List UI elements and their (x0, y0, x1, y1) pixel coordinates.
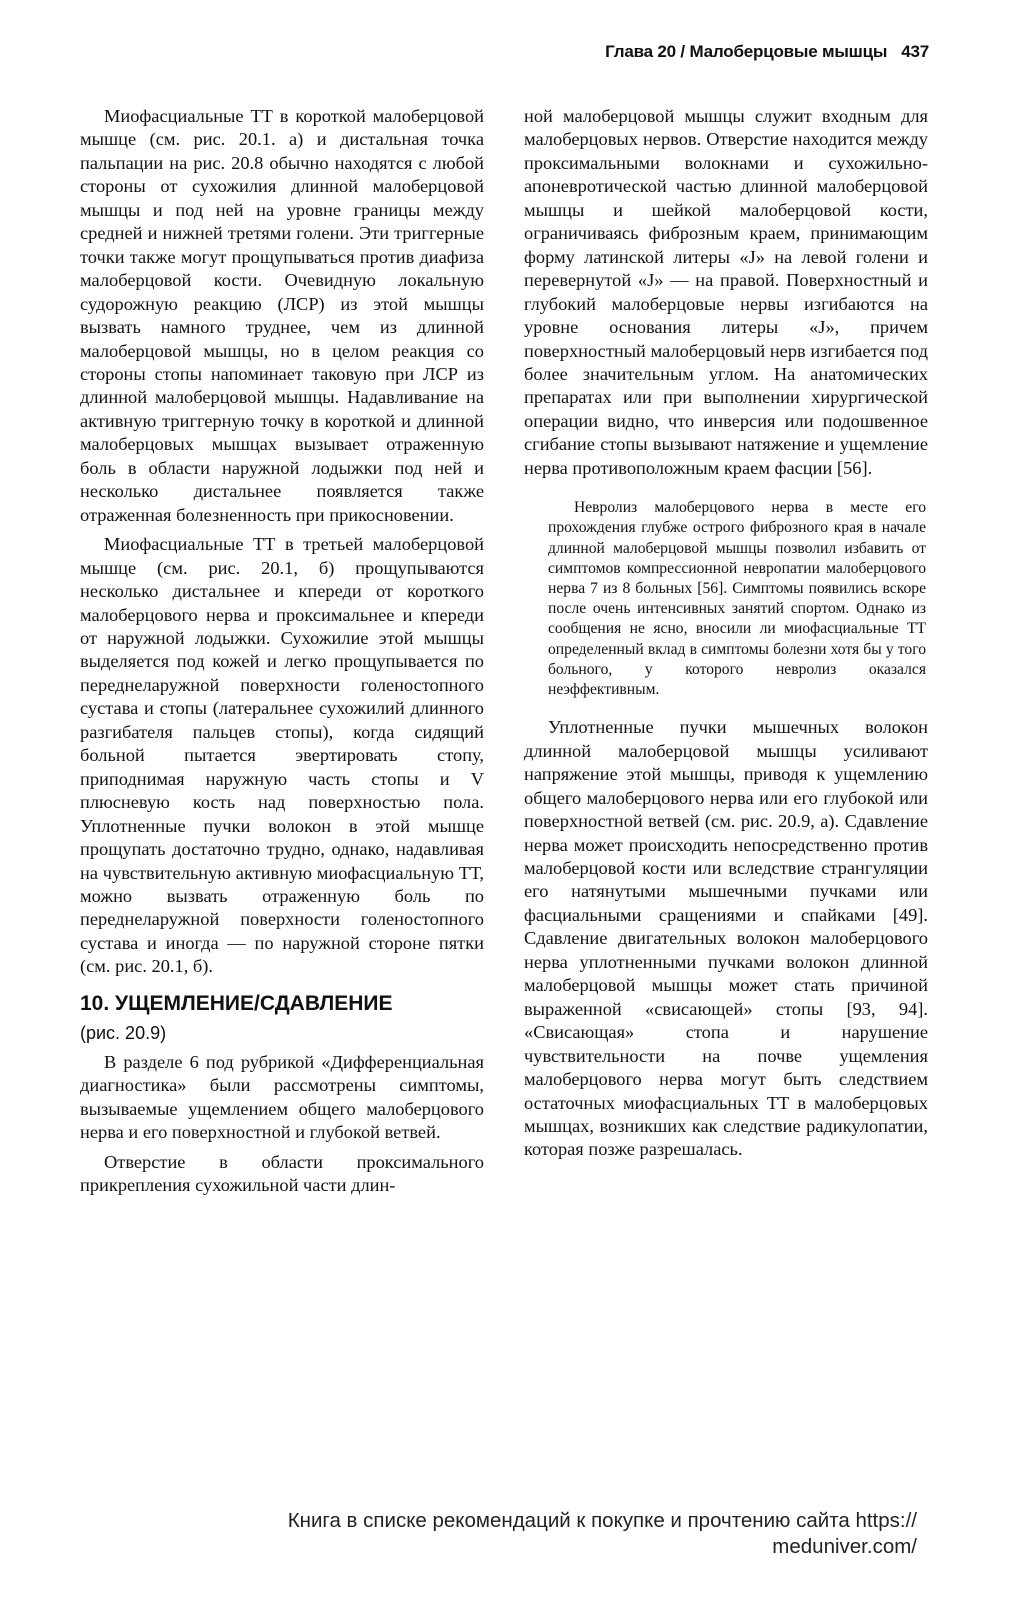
page-number: 437 (901, 42, 929, 61)
footer-line-2: meduniver.com/ (772, 1535, 917, 1558)
footer-note (97, 1508, 917, 1560)
paragraph: В разделе 6 под рубрикой «Дифференциальная диагностика» были рассмотрены симптомы, вызываемые ущемлением общего малоберцового нерва и его поверхностной и глубокой ветвей. (80, 1051, 484, 1143)
section-title: 10. УЩЕМЛЕНИЕ/СДАВЛЕНИЕ (80, 991, 393, 1015)
note-block: Невролиз малоберцового нерва в месте его прохождения глубже острого фиброзного края в начале длинной малоберцовой мышцы позволил избавить от симптомов компрессионной невропатии малоберцового нерва 7 из 8 больных [56]. Симптомы появились вскоре после очень интенсивных занятий спортом. Однако из сообщения не ясно, вносили ли миофасциальные ТТ определенный вклад в симптомы болезни хотя бы у того больного, у которого невролиз оказался неэффективным. (548, 499, 926, 699)
paragraph: Миофасциальные ТТ в короткой малоберцовой мышце (см. рис. 20.1. а) и дистальная точка пальпации на рис. 20.8 обычно находятся с любой стороны от сухожилия длинной малоберцовой мышцы и под ней на уровне границы между средней и нижней третями голени. Эти триггерные точки также могут прощупываться против диафиза малоберцовой кости. Очевидную локальную судорожную реакцию (ЛСР) из этой мышцы вызвать намного труднее, чем из длинной малоберцовой мышцы, но в целом реакция со стороны стопы напоминает таковую при ЛСР из длинной малоберцовой мышцы. Надавливание на активную триггерную точку в короткой и длинной малоберцовых мышцах вызывает отраженную боль в области наружной лодыжки под ней и несколько дистальнее появляется также отраженная болезненность при прикосновении. (80, 106, 484, 525)
section-subtitle: (рис. 20.9) (80, 1022, 167, 1043)
paragraph: Уплотненные пучки мышечных волокон длинной малоберцовой мышцы усиливают напряжение этой мышцы, приводя к ущемлению общего малоберцового нерва или его глубокой или поверхностной ветвей (см. рис. 20.9, а). Сдавление нерва может происходить непосредственно против малоберцовой кости или вследствие странгуляции его натянутыми мышечными пучками или фасциальными сращениями и спайками [49]. Сдавление двигательных волокон малоберцового нерва уплотненными пучками волокон длинной малоберцовой мышцы может стать причиной выраженной «свисающей» стопы [93, 94]. «Свисающая» стопа и нарушение чувствительности на почве ущемления малоберцового нерва могут быть следствием остаточных миофасциальных ТТ в малоберцовых мышцах, возникших как следствие радикулопатии, которая позже разрешалась. (524, 717, 928, 1160)
paragraph: Отверстие в области проксимального прикрепления сухожильной части длин- (80, 1151, 484, 1196)
paragraph: ной малоберцовой мышцы служит входным для малоберцовых нервов. Отверстие находится между проксимальными волокнами и сухожильно-апоневротической частью длинной малоберцовой мышцы и шейкой малоберцовой кости, ограничиваясь фиброзным краем, принимающим форму латинской литеры «J» на левой голени и перевернутой «J» — на правой. Поверхностный и глубокий малоберцовые нервы изгибаются на уровне основания литеры «J», причем поверхностный малоберцовый нерв изгибается под более значительным углом. На анатомических препаратах или при выполнении хирургической операции видно, что инверсия или подошвенное сгибание стопы вызывают натяжение и ущемление нерва противоположным краем фасции [56]. (524, 106, 928, 478)
paragraph: Миофасциальные ТТ в третьей малоберцовой мышце (см. рис. 20.1, б) прощупываются несколько дистальнее и кпереди от короткого малоберцового нерва и проксимальнее и кпереди от наружной лодыжки. Сухожилие этой мышцы выделяется под кожей и легко прощупывается по переднеларужной поверхности голеностопного сустава и стопы (латеральнее сухожилий длинного разгибателя пальцев стопы), когда сидящий больной пытается эвертировать стопу, приподнимая наружную часть стопы и V плюсневую кость над поверхностью пола. Уплотненные пучки волокон в этой мышце прощупать достаточно трудно, однако, надавливая на чувствительную активную миофасциальную ТТ, можно вызвать отраженную боль по переднеларужной поверхности голеностопного сустава и иногда — по наружной стороне пятки (см. рис. 20.1, б). (80, 534, 484, 977)
running-head (605, 42, 929, 62)
chapter-title: Глава 20 / Малоберцовые мышцы (605, 42, 888, 61)
footer-line-1: Книга в списке рекомендаций к покупке и прочтению сайта https:// (287, 1509, 917, 1532)
right-column (524, 105, 928, 1162)
left-column (80, 105, 484, 1197)
